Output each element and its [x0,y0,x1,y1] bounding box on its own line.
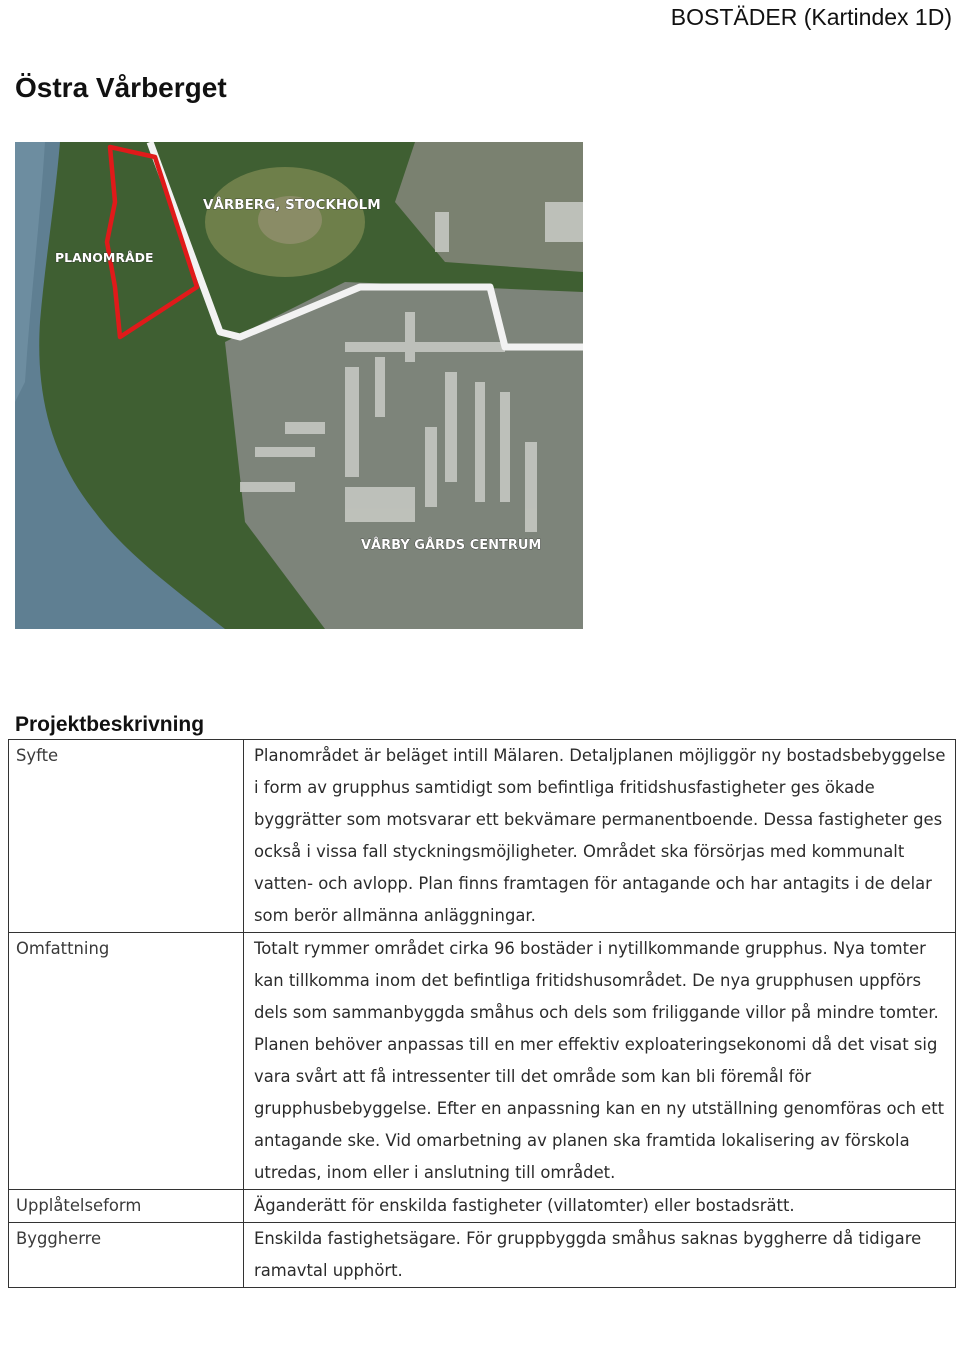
project-description-table [8,739,956,1288]
map-label-centre: VÅRBY GÅRDS CENTRUM [361,538,542,553]
table-row [9,1223,956,1288]
row-value-tenure: Äganderätt för enskilda fastigheter (villatomter) eller bostadsrätt. [244,1190,956,1223]
table-row [9,740,956,933]
row-value-purpose: Planområdet är beläget intill Mälaren. Detaljplanen möjliggör ny bostadsbebyggelse i form av grupphus samtidigt som befintliga fritidshusfastigheter ges ökade byggrätter som motsvarar ett bekvämare permanentboende. Dessa fastigheter ges också i vissa fall styckningsmöjligheter. Området ska försörjas med kommunalt vatten- och avlopp. Plan finns framtagen för antagande och har antagits i de delar som berör allmänna anläggningar. [244,740,956,933]
aerial-map-image [15,142,583,629]
aerial-map-svg [15,142,583,629]
row-label-tenure: Upplåtelseform [9,1190,244,1223]
row-label-purpose: Syfte [9,740,244,933]
table-row [9,933,956,1190]
section-heading-project-description: Projektbeskrivning [15,713,205,736]
page-title: Östra Vårberget [15,72,227,103]
row-value-developer: Enskilda fastighetsägare. För gruppbyggda småhus saknas byggherre då tidigare ramavtal upphört. [244,1223,956,1288]
map-label-area: VÅRBERG, STOCKHOLM [203,197,381,213]
row-label-developer: Byggherre [9,1223,244,1288]
document-header-title: BOSTÄDER (Kartindex 1D) [670,4,952,30]
table-row [9,1190,956,1223]
map-label-plan: PLANOMRÅDE [55,250,154,265]
row-label-scope: Omfattning [9,933,244,1190]
row-value-scope: Totalt rymmer området cirka 96 bostäder i nytillkommande grupphus. Nya tomter kan tillkomma inom det befintliga fritidshusområdet. De nya grupphusen uppförs dels som sammanbyggda småhus och dels som friliggande villor på mindre tomter. Planen behöver anpassas till en mer effektiv exploateringsekonomi då det visat sig vara svårt att få intressenter till det område som kan bli föremål för grupphusbebyggelse. Efter en anpassning kan en ny utställning genomföras och ett antagande ske. Vid omarbetning av planen ska framtida lokalisering av förskola utredas, inom eller i anslutning till området. [244,933,956,1190]
